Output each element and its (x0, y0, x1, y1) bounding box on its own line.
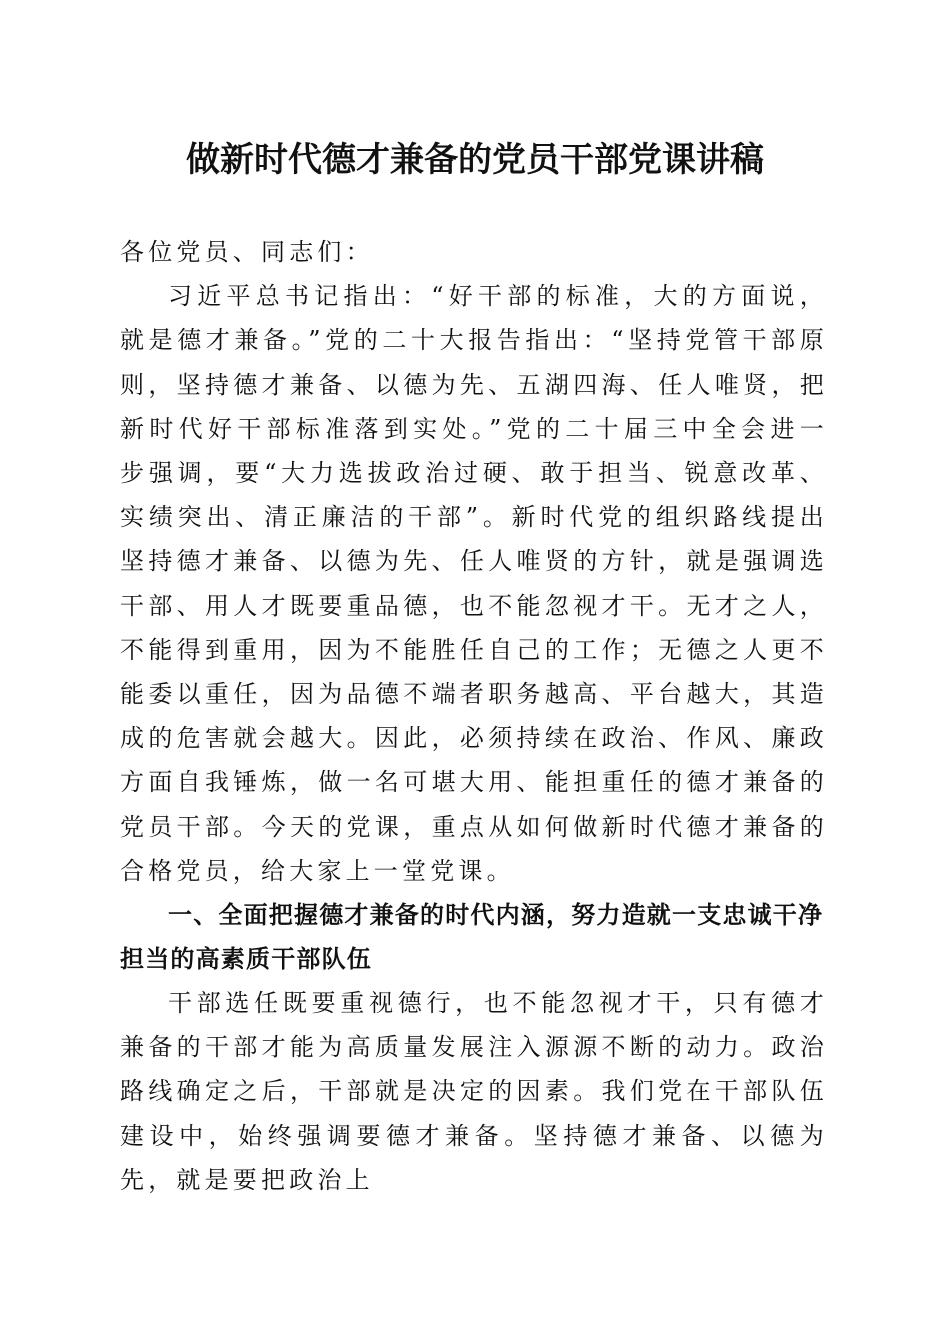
paragraph: 习近平总书记指出：“好干部的标准，大的方面说，就是德才兼备。”党的二十大报告指出：“坚持党管干部原则，坚持德才兼备、以德为先、五湖四海、任人唯贤，把新时代好干部标准落到实处。”党的二十届三中全会进一步强调，要“大力选拔政治过硬、敢于担当、锐意改革、实绩突出、清正廉洁的干部”。新时代党的组织路线提出坚持德才兼备、以德为先、任人唯贤的方针，就是强调选干部、用人才既要重品德，也不能忽视才干。无才之人，不能得到重用，因为不能胜任自己的工作；无德之人更不能委以重任，因为品德不端者职务越高、平台越大，其造成的危害就会越大。因此，必须持续在政治、作风、廉政方面自我锤炼，做一名可堪大用、能担重任的德才兼备的党员干部。今天的党课，重点从如何做新时代德才兼备的合格党员，给大家上一堂党课。 (120, 282, 828, 885)
salutation: 各位党员、同志们： (120, 238, 374, 266)
section-heading: 一、全面把握德才兼备的时代内涵，努力造就一支忠诚干净担当的高素质干部队伍 (120, 901, 824, 974)
document-title: 做新时代德才兼备的党员干部党课讲稿 (186, 140, 764, 180)
document-body (120, 230, 828, 1202)
paragraph: 干部选任既要重视德行，也不能忽视才干，只有德才兼备的干部才能为高质量发展注入源源不断的动力。政治路线确定之后，干部就是决定的因素。我们党在干部队伍建设中，始终强调要德才兼备。坚持德才兼备、以德为先，就是要把政治上 (120, 989, 828, 1194)
